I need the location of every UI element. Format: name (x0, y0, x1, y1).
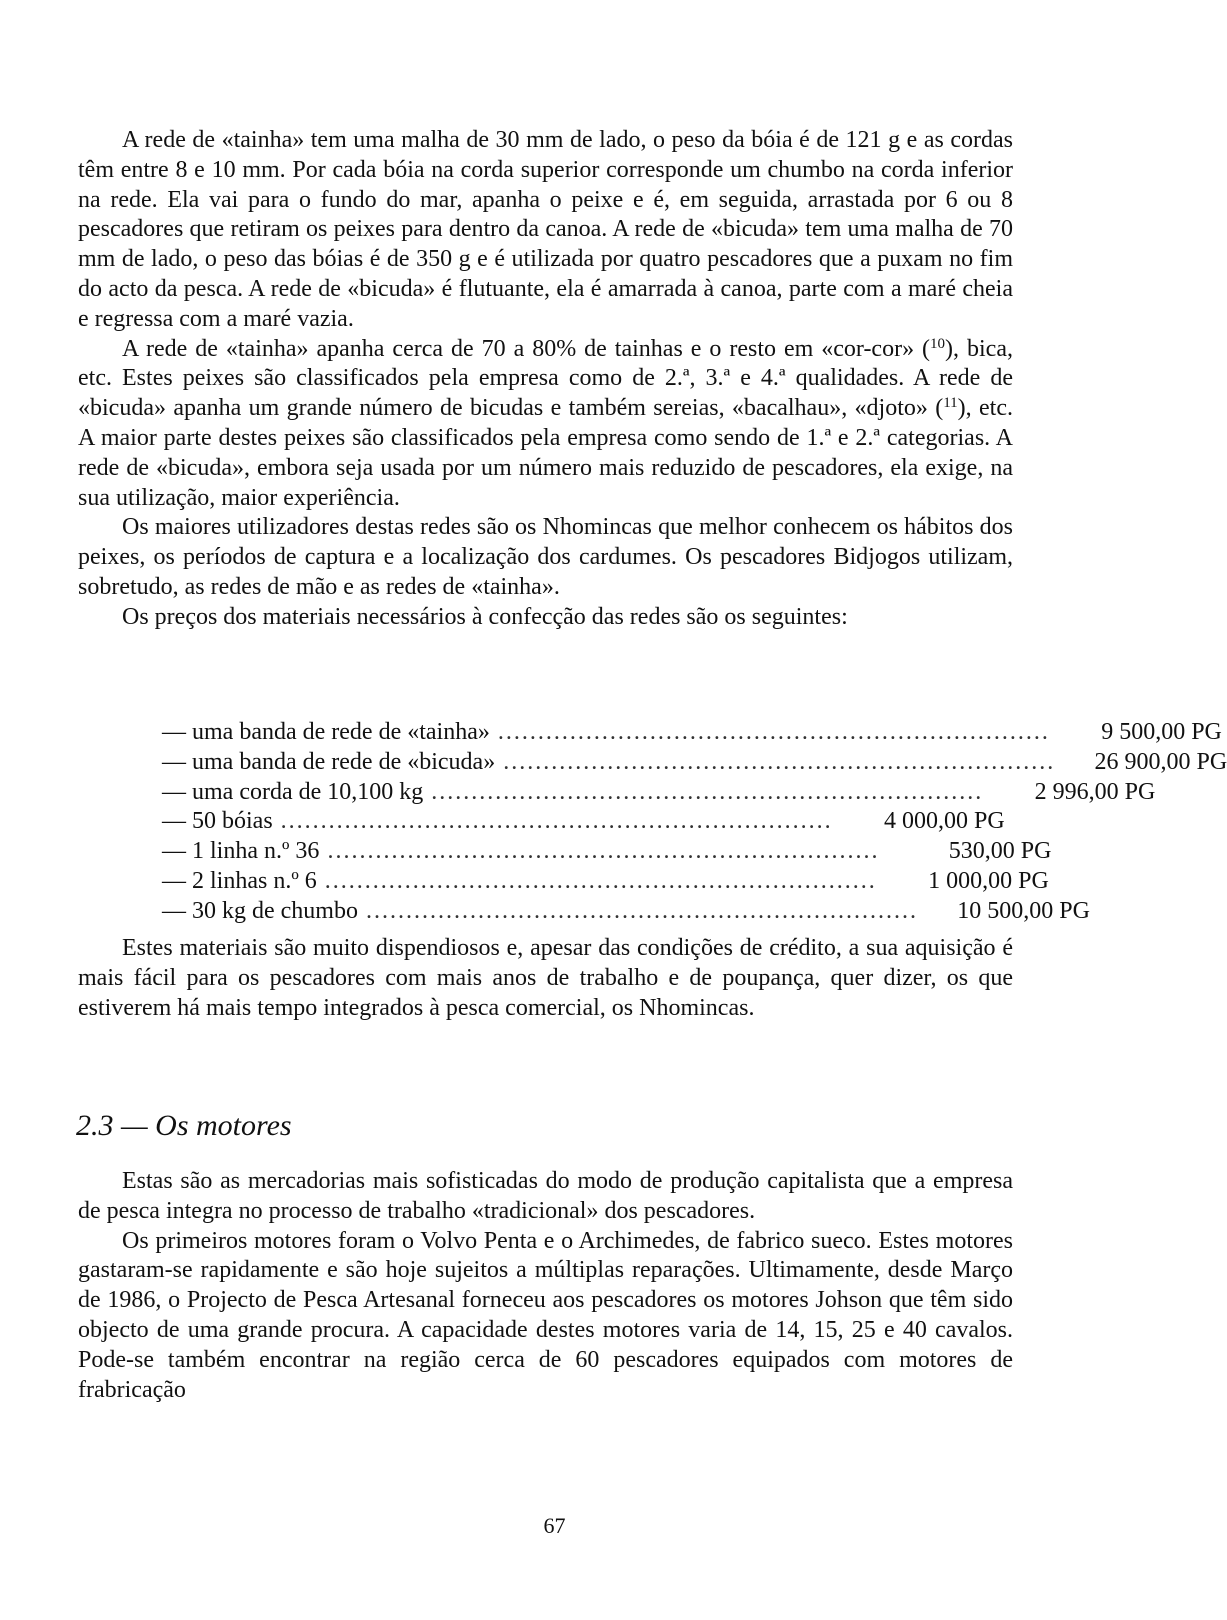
paragraph-prices-intro: Os preços dos materiais necessários à confecção das redes são os seguintes: (122, 603, 848, 630)
price-list-row (162, 778, 1156, 808)
price-item-label: — 1 linha n.º 36 (162, 838, 320, 865)
dot-leader: ..................................................................... (324, 867, 877, 894)
section-heading: 2.3 — Os motores (76, 1109, 292, 1142)
dot-leader: ..................................................................... (503, 748, 1056, 775)
price-item-value: 1 000,00 PG (928, 867, 1049, 894)
paragraph-motor-brands: Os primeiros motores foram o Volvo Penta e o Archimedes, de fabrico sueco. Estes motores gastaram-se rapidamente e são hoje sujeitos a múltiplas reparações. Ultimamente, desde Março de 1986, o Projecto de Pesca Artesanal forneceu aos pescadores os motores Johson que têm sido objecto de uma grande procura. A capacidade destes motores varia de 14, 15, 25 e 40 cavalos. Pode-se também encontrar na região cerca de 60 pescadores equipados com motores de frabricação (78, 1227, 1013, 1403)
dot-leader: ..................................................................... (365, 897, 918, 924)
dot-leader: ..................................................................... (431, 778, 984, 805)
paragraph-text: ), bica, etc. Estes peixes são classificados pela empresa como de 2.ª, 3.ª e 4.ª qualidades. A rede de «bicuda» apanha um grande número de bicudas e também sereias, «bacalhau», «djoto» ( (78, 335, 1013, 422)
price-list-row (162, 718, 1222, 748)
price-item-value: 2 996,00 PG (1034, 778, 1156, 805)
dot-leader: ..................................................................... (280, 808, 833, 835)
price-item-value: 4 000,00 PG (883, 808, 1005, 835)
paragraph-fishing-nets: A rede de «tainha» tem uma malha de 30 mm de lado, o peso da bóia é de 121 g e as cordas têm entre 8 e 10 mm. Por cada bóia na corda superior corresponde um chumbo na corda inferior na rede. Ela vai para o fundo do mar, apanha o peixe e é, em seguida, arrastada por 6 ou 8 pescadores que retiram os peixes para dentro da canoa. A rede de «bicuda» tem uma malha de 70 mm de lado, o peso das bóias é de 350 g e é utilizada por quatro pescadores que a puxam no fim do acto da pesca. A rede de «bicuda» é flutuante, ela é amarrada à canoa, parte com a maré cheia e regressa com a maré vazia. (78, 127, 1013, 332)
price-item-label: — 2 linhas n.º 6 (162, 867, 317, 894)
price-list-row (162, 837, 1052, 867)
paragraph-catch-classification (78, 335, 1013, 514)
price-item-label: — 30 kg de chumbo (162, 897, 358, 924)
footnote-reference: 11 (943, 395, 958, 412)
price-list-row (162, 867, 1049, 897)
price-item-value: 26 900,00 PG (1094, 748, 1227, 775)
price-item-label: — uma banda de rede de «bicuda» (162, 748, 496, 775)
price-item-value: 10 500,00 PG (957, 897, 1090, 924)
price-list (162, 718, 1227, 927)
body-text-after-list (78, 934, 1013, 1023)
paragraph-net-users: Os maiores utilizadores destas redes são os Nhomincas que melhor conhecem os hábitos dos peixes, os períodos de captura e a localização dos cardumes. Os pescadores Bidjogos utilizam, sobretudo, as redes de mão e as redes de «tainha». (78, 514, 1013, 600)
paragraph-motors-intro: Estas são as mercadorias mais sofisticadas do modo de produção capitalista que a empresa de pesca integra no processo de trabalho «tradicional» dos pescadores. (78, 1168, 1013, 1224)
price-item-label: — uma corda de 10,100 kg (162, 778, 424, 805)
price-item-label: — 50 bóias (162, 808, 273, 835)
body-text-top (78, 126, 1013, 633)
price-list-row (162, 897, 1090, 927)
price-list-row (162, 748, 1227, 778)
dot-leader: ..................................................................... (327, 838, 880, 865)
price-item-label: — uma banda de rede de «tainha» (162, 719, 490, 745)
paragraph-materials-cost: Estes materiais são muito dispendiosos e, apesar das condições de crédito, a sua aquisição é mais fácil para os pescadores com mais anos de trabalho e de poupança, quer dizer, os que estiverem há mais tempo integrados à pesca comercial, os Nhomincas. (78, 935, 1013, 1021)
price-item-value: 9 500,00 PG (1101, 719, 1222, 745)
price-list-row (162, 807, 1005, 837)
price-item-value: 530,00 PG (948, 838, 1052, 865)
paragraph-text: ), etc. A maior parte destes peixes são classificados pela empresa como sendo de 1.ª e 2.ª categorias. A rede de «bicuda», embora seja usada por um número mais reduzido de pescadores, ela exige, na sua utilização, maior experiência. (78, 395, 1013, 511)
footnote-reference: 10 (930, 335, 946, 352)
dot-leader: ..................................................................... (497, 719, 1050, 745)
paragraph-text: A rede de «tainha» apanha cerca de 70 a 80% de tainhas e o resto em «cor-cor» ( (122, 335, 931, 362)
body-text-section (78, 1167, 1013, 1405)
page-number: 67 (543, 1513, 566, 1538)
